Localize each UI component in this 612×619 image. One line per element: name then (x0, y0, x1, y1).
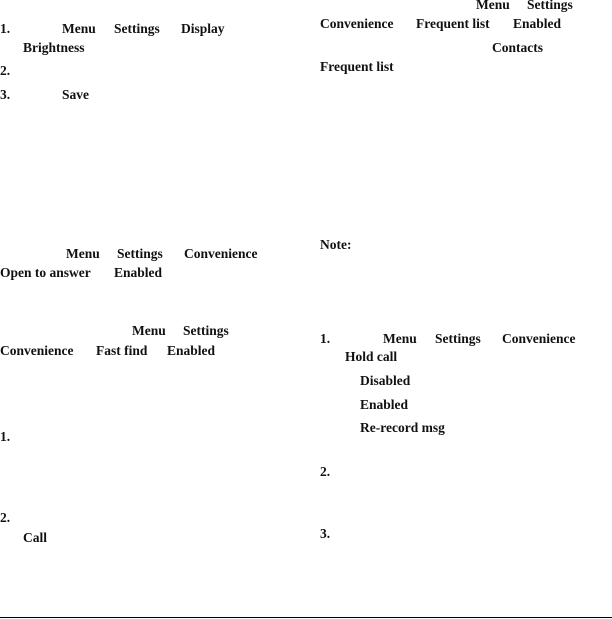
fast-find-option: Fast find (96, 343, 148, 358)
hold-call-option-disabled: Disabled (360, 373, 411, 388)
frequent-list-option: Frequent list (416, 16, 490, 31)
open-to-answer-settings: Settings (117, 246, 163, 261)
open-to-answer-menu: Menu (66, 246, 100, 261)
frequent-list-contacts: Contacts (492, 40, 543, 55)
footer-rule (0, 617, 612, 618)
hold-call-step2-number: 2. (320, 464, 331, 479)
hold-call-step1-convenience: Convenience (502, 331, 576, 346)
brightness-step1-display: Display (181, 21, 225, 36)
frequent-list-settings: Settings (527, 0, 573, 12)
hold-call-option-re-record-msg: Re-record msg (360, 420, 445, 435)
hold-call-step1-settings: Settings (435, 331, 481, 346)
fast-find-menu: Menu (132, 323, 166, 338)
hold-call-step1-hold-call: Hold call (345, 349, 398, 364)
brightness-step1-number: 1. (0, 21, 11, 36)
hold-call-step1-menu: Menu (383, 331, 417, 346)
frequent-list-menu: Menu (476, 0, 510, 12)
brightness-step3-save: Save (62, 87, 89, 102)
call-step2-call: Call (23, 530, 48, 545)
note-label: Note: (320, 237, 352, 252)
open-to-answer-option: Open to answer (0, 265, 91, 280)
frequent-list-convenience: Convenience (320, 16, 394, 31)
call-step2-number: 2. (0, 510, 11, 525)
fast-find-convenience: Convenience (0, 343, 74, 358)
brightness-step1-settings: Settings (114, 21, 160, 36)
frequent-list-value: Enabled (513, 16, 562, 31)
brightness-step1-brightness: Brightness (23, 40, 85, 55)
hold-call-step1-number: 1. (320, 331, 331, 346)
hold-call-option-enabled: Enabled (360, 397, 409, 412)
open-to-answer-convenience: Convenience (184, 246, 258, 261)
brightness-step2-number: 2. (0, 63, 11, 78)
fast-find-value: Enabled (167, 343, 216, 358)
open-to-answer-value: Enabled (114, 265, 163, 280)
frequent-list-label: Frequent list (320, 59, 394, 74)
call-step1-number: 1. (0, 429, 11, 444)
brightness-step3-number: 3. (0, 87, 11, 102)
fast-find-settings: Settings (183, 323, 229, 338)
brightness-step1-menu: Menu (62, 21, 96, 36)
hold-call-step3-number: 3. (320, 526, 331, 541)
